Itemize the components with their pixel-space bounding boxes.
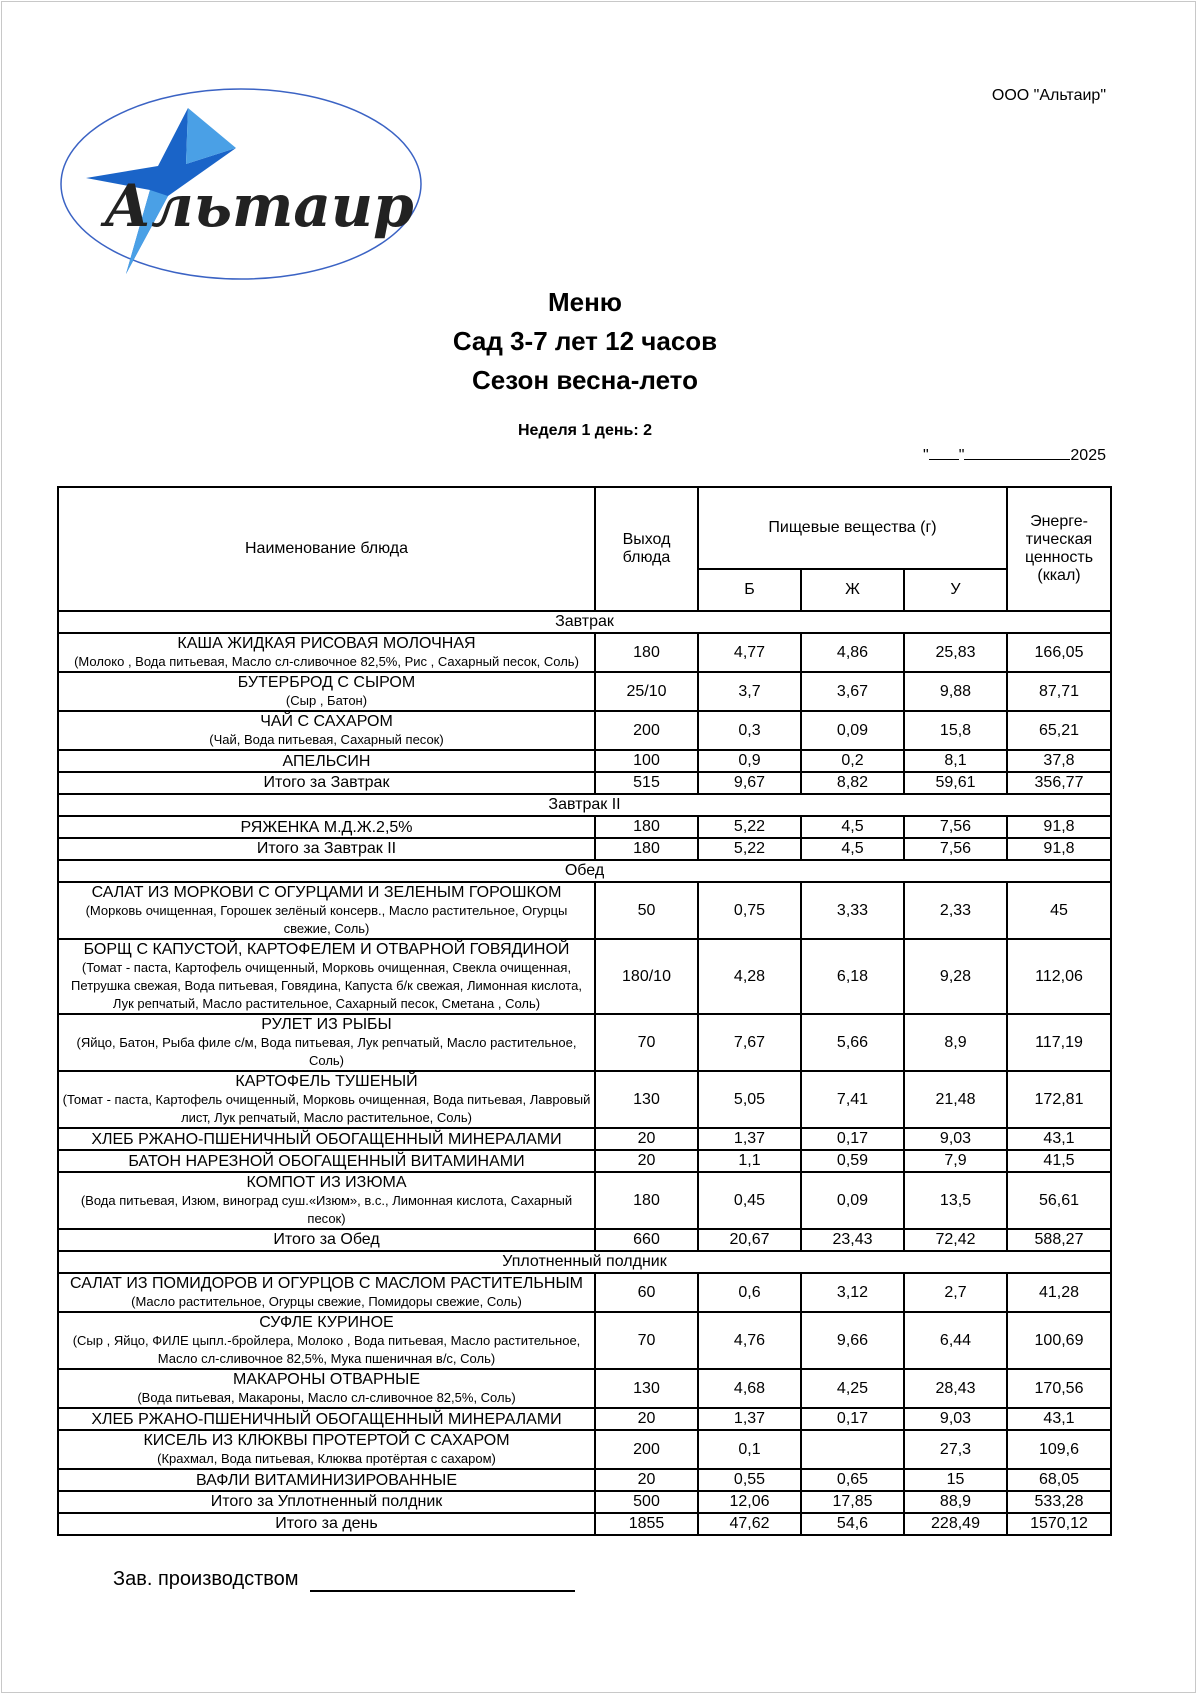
dish-carbs: 27,3 [904,1430,1007,1469]
dish-ingredients: (Сыр , Батон) [285,693,368,708]
dish-protein: 3,7 [698,672,801,711]
dish-name: САЛАТ ИЗ МОРКОВИ С ОГУРЦАМИ И ЗЕЛЕНЫМ ГОРОШКОМ [91,884,562,901]
dish-output: 180 [595,816,698,838]
dish-cell [58,1014,595,1071]
section-title: Завтрак II [58,794,1111,816]
dish-fat: 0,09 [801,711,904,750]
dish-carbs: 28,43 [904,1369,1007,1408]
dish-name: КАША ЖИДКАЯ РИСОВАЯ МОЛОЧНАЯ [177,635,476,652]
dish-carbs: 9,88 [904,672,1007,711]
day-total-value: 47,62 [698,1513,801,1535]
dish-protein: 4,28 [698,939,801,1014]
dish-energy: 41,28 [1007,1273,1111,1312]
total-value: 23,43 [801,1229,904,1251]
dish-protein: 7,67 [698,1014,801,1071]
total-value: 59,61 [904,772,1007,794]
logo-text: Альтаир [104,172,414,240]
dish-name: КОМПОТ ИЗ ИЗЮМА [246,1174,407,1191]
total-value: 660 [595,1229,698,1251]
section-total-row [58,838,1111,860]
menu-body [58,611,1111,1535]
dish-fat: 0,2 [801,750,904,772]
dish-fat: 0,59 [801,1150,904,1172]
dish-ingredients: (Масло растительное, Огурцы свежие, Помидоры свежие, Соль) [131,1294,522,1309]
total-value: 356,77 [1007,772,1111,794]
day-total-value: 1855 [595,1513,698,1535]
dish-output: 20 [595,1150,698,1172]
dish-fat: 5,66 [801,1014,904,1071]
dish-fat: 0,65 [801,1469,904,1491]
dish-energy: 91,8 [1007,816,1111,838]
dish-output: 70 [595,1014,698,1071]
dish-carbs: 9,03 [904,1408,1007,1430]
section-total-row [58,1491,1111,1513]
signature-label: Зав. производством [113,1568,299,1590]
dish-output: 20 [595,1408,698,1430]
doc-subtitle: Сад 3-7 лет 12 часов [452,326,718,356]
dish-protein: 5,22 [698,816,801,838]
dish-cell [58,672,595,711]
dish-name: САЛАТ ИЗ ПОМИДОРОВ И ОГУРЦОВ С МАСЛОМ РАСТИТЕЛЬНЫМ [70,1275,583,1292]
dish-protein: 0,45 [698,1172,801,1229]
day-total-value: 228,49 [904,1513,1007,1535]
dish-protein: 4,76 [698,1312,801,1369]
dish-cell [58,1408,595,1430]
total-value: 72,42 [904,1229,1007,1251]
dish-energy: 45 [1007,882,1111,939]
dish-name: СУФЛЕ КУРИНОЕ [259,1314,394,1331]
dish-protein: 0,75 [698,882,801,939]
dish-energy: 87,71 [1007,672,1111,711]
dish-energy: 117,19 [1007,1014,1111,1071]
dish-protein: 0,9 [698,750,801,772]
dish-fat: 0,17 [801,1128,904,1150]
dish-cell [58,633,595,672]
dish-ingredients: (Молоко , Вода питьевая, Масло сл-сливочное 82,5%, Рис , Сахарный песок, Соль) [74,654,579,669]
total-label: Итого за Уплотненный полдник [58,1491,595,1513]
dish-cell [58,1150,595,1172]
dish-row [58,1071,1111,1128]
dish-energy: 166,05 [1007,633,1111,672]
dish-ingredients: (Крахмал, Вода питьевая, Клюква протёртая с сахаром) [157,1451,496,1466]
dish-output: 180/10 [595,939,698,1014]
dish-cell [58,1312,595,1369]
doc-title: Меню [547,287,623,317]
dish-name: МАКАРОНЫ ОТВАРНЫЕ [232,1371,420,1388]
dish-energy: 43,1 [1007,1128,1111,1150]
dish-output: 20 [595,1128,698,1150]
dish-name: БУТЕРБРОД С СЫРОМ [237,674,416,691]
dish-cell [58,750,595,772]
dish-cell [58,1273,595,1312]
dish-carbs: 21,48 [904,1071,1007,1128]
dish-output: 180 [595,1172,698,1229]
section-header-row [58,860,1111,882]
dish-name: РЯЖЕНКА М.Д.Ж.2,5% [240,818,413,836]
dish-fat: 3,12 [801,1273,904,1312]
dish-fat: 9,66 [801,1312,904,1369]
dish-output: 20 [595,1469,698,1491]
total-value: 533,28 [1007,1491,1111,1513]
dish-row [58,1172,1111,1229]
section-total-row [58,772,1111,794]
dish-energy: 112,06 [1007,939,1111,1014]
dish-row [58,1014,1111,1071]
dish-row [58,1408,1111,1430]
total-value: 180 [595,838,698,860]
total-value: 17,85 [801,1491,904,1513]
dish-row [58,1312,1111,1369]
dish-row [58,1128,1111,1150]
section-title: Уплотненный полдник [58,1251,1111,1273]
dish-row [58,750,1111,772]
total-value: 12,06 [698,1491,801,1513]
dish-energy: 109,6 [1007,1430,1111,1469]
dish-row [58,939,1111,1014]
signature-line [310,1590,575,1592]
dish-protein: 5,05 [698,1071,801,1128]
dish-energy: 56,61 [1007,1172,1111,1229]
total-value: 515 [595,772,698,794]
dish-output: 70 [595,1312,698,1369]
dish-name: РУЛЕТ ИЗ РЫБЫ [261,1016,392,1033]
total-label: Итого за Завтрак [58,772,595,794]
dish-row [58,1273,1111,1312]
dish-name: БАТОН НАРЕЗНОЙ ОБОГАЩЕННЫЙ ВИТАМИНАМИ [128,1152,525,1170]
dish-name: БОРЩ С КАПУСТОЙ, КАРТОФЕЛЕМ И ОТВАРНОЙ ГОВЯДИНОЙ [83,941,570,958]
dish-cell [58,1172,595,1229]
dish-row [58,1150,1111,1172]
dish-row [58,1369,1111,1408]
dish-fat [801,1430,904,1469]
dish-energy: 37,8 [1007,750,1111,772]
dish-energy: 41,5 [1007,1150,1111,1172]
dish-carbs: 8,9 [904,1014,1007,1071]
company-name: ООО "Альтаир" [991,87,1106,104]
dish-fat: 4,86 [801,633,904,672]
dish-ingredients: (Сыр , Яйцо, ФИЛЕ цыпл.-бройлера, Молоко , Вода питьевая, Масло растительное, Масло сл-сливочное 82,5%, Мука пшеничная в/с, Соль) [72,1333,581,1366]
dish-carbs: 7,9 [904,1150,1007,1172]
dish-cell [58,939,595,1014]
dish-cell [58,711,595,750]
doc-season: Сезон весна-лето [472,365,698,395]
dish-carbs: 9,28 [904,939,1007,1014]
dish-name: КИСЕЛЬ ИЗ КЛЮКВЫ ПРОТЕРТОЙ С САХАРОМ [143,1432,510,1449]
date-line: " " 2025 [923,447,1106,464]
section-header-row [58,611,1111,633]
section-total-row [58,1229,1111,1251]
total-value: 20,67 [698,1229,801,1251]
dish-output: 180 [595,633,698,672]
dish-cell [58,1369,595,1408]
total-value: 9,67 [698,772,801,794]
dish-fat: 0,17 [801,1408,904,1430]
dish-protein: 4,77 [698,633,801,672]
dish-output: 200 [595,711,698,750]
dish-cell [58,1128,595,1150]
dish-row [58,711,1111,750]
dish-energy: 100,69 [1007,1312,1111,1369]
altair-logo [58,86,424,282]
dish-protein: 0,6 [698,1273,801,1312]
dish-protein: 0,1 [698,1430,801,1469]
dish-name: ВАФЛИ ВИТАМИНИЗИРОВАННЫЕ [195,1471,457,1489]
dish-output: 60 [595,1273,698,1312]
total-value: 88,9 [904,1491,1007,1513]
dish-protein: 0,55 [698,1469,801,1491]
dish-fat: 3,33 [801,882,904,939]
dish-output: 200 [595,1430,698,1469]
col-header-name: Наименование блюда [58,487,595,611]
col-header-nutrients: Пищевые вещества (г) [698,487,1007,569]
total-value: 5,22 [698,838,801,860]
dish-energy: 172,81 [1007,1071,1111,1128]
dish-output: 100 [595,750,698,772]
dish-energy: 65,21 [1007,711,1111,750]
day-total-value: 1570,12 [1007,1513,1111,1535]
dish-carbs: 7,56 [904,816,1007,838]
total-label: Итого за Обед [58,1229,595,1251]
dish-carbs: 6,44 [904,1312,1007,1369]
dish-protein: 1,1 [698,1150,801,1172]
dish-carbs: 8,1 [904,750,1007,772]
col-header-energy: Энерге-тическая ценность (ккал) [1007,487,1111,611]
menu-table [57,486,1112,1536]
dish-row [58,1430,1111,1469]
dish-cell [58,882,595,939]
dish-fat: 7,41 [801,1071,904,1128]
section-header-row [58,1251,1111,1273]
dish-energy: 43,1 [1007,1408,1111,1430]
dish-cell [58,816,595,838]
col-header-u: У [904,569,1007,611]
col-header-output: Выход блюда [595,487,698,611]
section-title: Обед [58,860,1111,882]
dish-name: АПЕЛЬСИН [282,752,371,770]
day-total-label: Итого за день [58,1513,595,1535]
dish-row [58,882,1111,939]
total-value: 7,56 [904,838,1007,860]
total-label: Итого за Завтрак II [58,838,595,860]
dish-ingredients: (Яйцо, Батон, Рыба филе с/м, Вода питьевая, Лук репчатый, Масло растительное, Соль) [76,1035,577,1068]
dish-output: 50 [595,882,698,939]
dish-ingredients: (Вода питьевая, Изюм, виноград суш.«Изюм», в.с., Лимонная кислота, Сахарный песок) [80,1193,573,1226]
total-value: 500 [595,1491,698,1513]
week-day: Неделя 1 день: 2 [517,422,653,439]
total-value: 91,8 [1007,838,1111,860]
total-value: 8,82 [801,772,904,794]
dish-carbs: 2,33 [904,882,1007,939]
section-header-row [58,794,1111,816]
dish-carbs: 25,83 [904,633,1007,672]
dish-protein: 1,37 [698,1408,801,1430]
dish-fat: 3,67 [801,672,904,711]
dish-name: ХЛЕБ РЖАНО-ПШЕНИЧНЫЙ ОБОГАЩЕННЫЙ МИНЕРАЛАМИ [91,1410,562,1428]
dish-cell [58,1071,595,1128]
dish-row [58,816,1111,838]
dish-name: ЧАЙ С САХАРОМ [260,713,393,730]
dish-fat: 0,09 [801,1172,904,1229]
dish-carbs: 13,5 [904,1172,1007,1229]
dish-fat: 4,25 [801,1369,904,1408]
dish-output: 25/10 [595,672,698,711]
dish-output: 130 [595,1071,698,1128]
dish-row [58,1469,1111,1491]
dish-carbs: 2,7 [904,1273,1007,1312]
dish-protein: 4,68 [698,1369,801,1408]
day-total-row [58,1513,1111,1535]
dish-carbs: 15 [904,1469,1007,1491]
dish-protein: 0,3 [698,711,801,750]
dish-name: КАРТОФЕЛЬ ТУШЕНЫЙ [235,1073,418,1090]
dish-ingredients: (Морковь очищенная, Горошек зелёный консерв., Масло растительное, Огурцы свежие, Соль) [85,903,568,936]
dish-row [58,672,1111,711]
dish-fat: 6,18 [801,939,904,1014]
dish-name: ХЛЕБ РЖАНО-ПШЕНИЧНЫЙ ОБОГАЩЕННЫЙ МИНЕРАЛАМИ [91,1130,562,1148]
dish-energy: 68,05 [1007,1469,1111,1491]
dish-fat: 4,5 [801,816,904,838]
total-value: 588,27 [1007,1229,1111,1251]
dish-cell [58,1469,595,1491]
dish-ingredients: (Вода питьевая, Макароны, Масло сл-сливочное 82,5%, Соль) [137,1390,516,1405]
col-header-zh: Ж [801,569,904,611]
dish-ingredients: (Томат - паста, Картофель очищенный, Морковь очищенная, Вода питьевая, Лавровый лист, Лук репчатый, Масло растительное, Соль) [62,1092,591,1125]
dish-ingredients: (Чай, Вода питьевая, Сахарный песок) [209,732,444,747]
dish-row [58,633,1111,672]
dish-carbs: 15,8 [904,711,1007,750]
dish-output: 130 [595,1369,698,1408]
total-value: 4,5 [801,838,904,860]
dish-cell [58,1430,595,1469]
dish-protein: 1,37 [698,1128,801,1150]
day-total-value: 54,6 [801,1513,904,1535]
dish-carbs: 9,03 [904,1128,1007,1150]
col-header-b: Б [698,569,801,611]
dish-energy: 170,56 [1007,1369,1111,1408]
dish-ingredients: (Томат - паста, Картофель очищенный, Морковь очищенная, Свекла очищенная, Петрушка свежая, Вода питьевая, Говядина, Капуста б/к свежая, Лимонная кислота, Лук репчатый, Масло растительное, Сахарный песок, Сметана , Соль) [71,960,582,1011]
section-title: Завтрак [58,611,1111,633]
